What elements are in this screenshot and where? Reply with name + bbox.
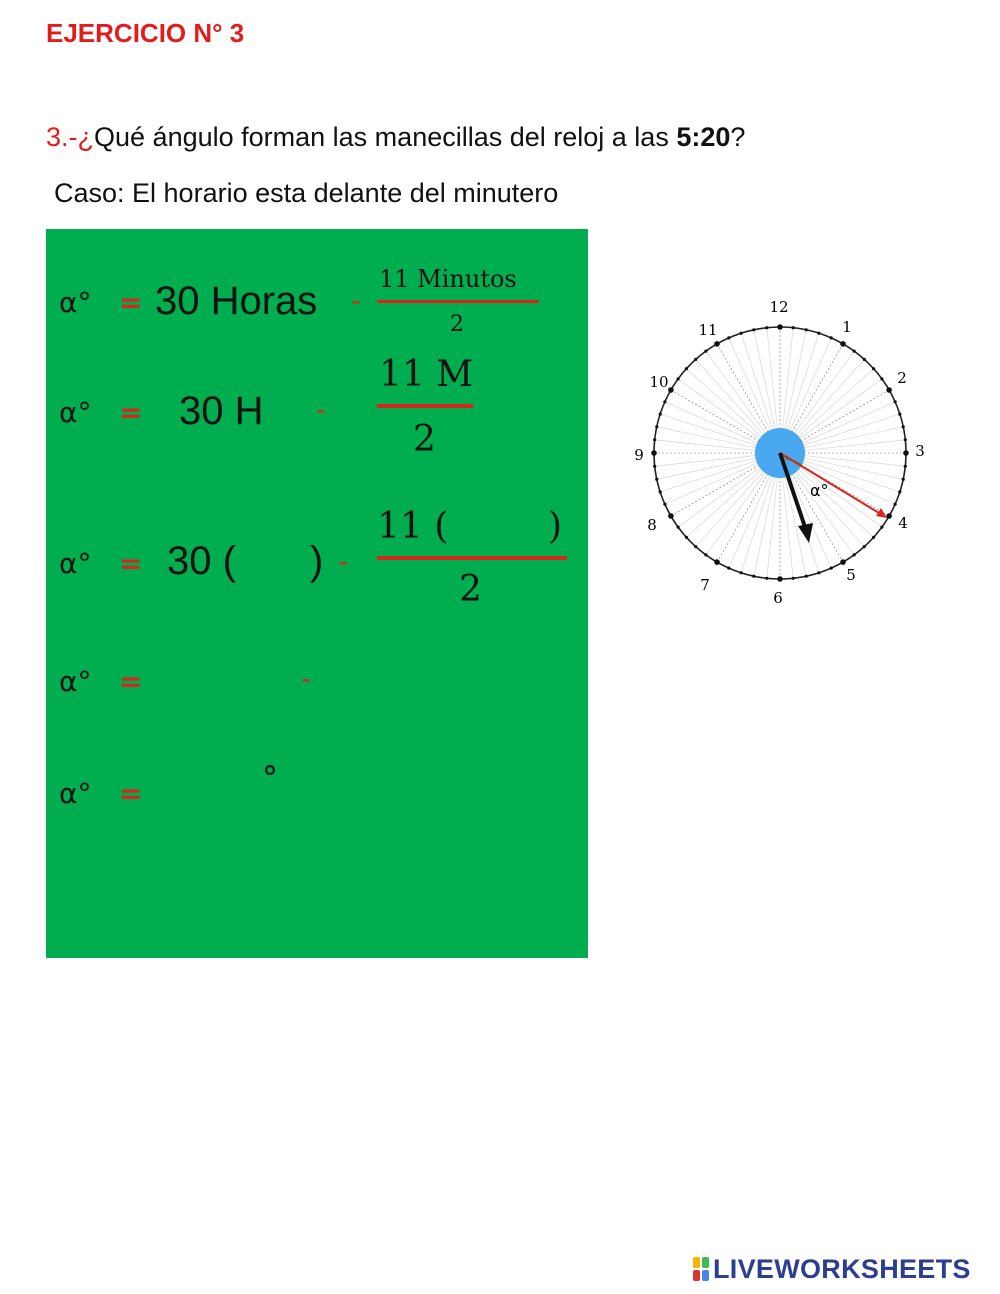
clock-minute-dot [805,575,808,578]
clock-minute-dot [904,438,907,441]
clock-minute-dot [655,425,658,428]
clock-minute-dot [668,513,674,519]
clock-minute-dot [752,575,755,578]
row1-numerator: 11 Minutos [379,265,517,293]
clock-minute-dot [840,559,846,565]
clock-number: 6 [773,589,783,607]
clock-minute-dot [752,328,755,331]
clock-minute-dot [740,571,743,574]
clock-diagram [620,290,940,610]
clock-minute-dot [903,450,909,456]
clock-minute-dot [817,571,820,574]
clock-minute-dot [872,536,875,539]
clock-minute-dot [830,567,833,570]
clock-minute-dot [792,326,795,329]
clock-minute-dot [902,478,905,481]
question-text [46,122,745,153]
clock-number: 4 [898,514,908,532]
question-time: 5:20 [676,122,731,152]
clock-minute-dot [894,503,897,506]
clock-minute-dot [765,326,768,329]
case-description: Caso: El horario esta delante del minutero [54,178,559,208]
hours-answer-field[interactable] [241,559,242,560]
equals-sign: = [119,777,143,810]
clock-minute-dot [694,358,697,361]
logo-square [693,1257,700,1268]
liveworksheets-icon [692,1256,710,1282]
clock-minute-dot [777,576,783,582]
liveworksheets-logo[interactable] [692,1254,971,1284]
alpha-symbol: α° [59,777,92,810]
clock-minute-dot [655,478,658,481]
degree-symbol: ° [262,759,278,797]
clock-minute-dot [853,350,856,353]
clock-minute-dot [765,577,768,580]
question-end: ? [730,122,746,152]
clock-minute-dot [727,336,730,339]
question-body: Qué ángulo forman las manecillas del reloj a las [94,122,677,152]
clock-minute-dot [898,490,901,493]
logo-square [702,1257,709,1268]
row1-fraction-bar [377,300,539,303]
clock-minute-dot [714,559,720,565]
clock-minute-dot [653,465,656,468]
alpha-symbol: α° [59,396,92,429]
row3-numerator-close: ) [548,506,563,547]
clock-minute-dot [653,438,656,441]
equals-sign: = [119,396,143,429]
logo-square [702,1270,709,1281]
row2-numerator: 11 M [379,354,474,395]
clock-minute-dot [902,425,905,428]
clock-minute-dot [668,387,674,393]
row2-term: 30 H [179,389,264,433]
clock-minute-dot [894,400,897,403]
exercise-title: EJERCICIO N° 3 [46,18,245,48]
clock-number: 3 [915,442,925,460]
clock-minute-dot [694,545,697,548]
clock-minute-dot [651,450,657,456]
logo-square [693,1270,700,1281]
clock-minute-dot [880,377,883,380]
equals-sign: = [119,286,143,319]
clock-minute-dot [704,350,707,353]
clock-number: 10 [649,373,669,391]
clock-minute-dot [777,324,783,330]
clock-minute-dot [805,328,808,331]
clock-minute-dot [704,553,707,556]
clock-minute-dot [872,367,875,370]
clock-number: 1 [842,318,852,336]
clock-minute-dot [863,358,866,361]
clock-minute-dot [886,513,892,519]
clock-number: 9 [634,446,644,464]
equals-sign: = [119,665,143,698]
clock-minute-dot [685,536,688,539]
equals-sign: = [119,547,143,580]
hour-hand-arrowhead [798,523,813,543]
clock-minute-dot [685,367,688,370]
clock-minute-dot [830,336,833,339]
clock-number: 7 [700,576,710,594]
minus-sign: - [316,393,327,426]
question-number: 3.-¿ [46,122,95,152]
clock-minute-dot [817,332,820,335]
logo-text: LIVEWORKSHEETS [713,1253,971,1284]
clock-minute-dot [740,332,743,335]
clock-minute-dot [677,377,680,380]
row3-denominator: 2 [459,569,482,610]
clock-minute-dot [663,400,666,403]
clock-minute-dot [677,526,680,529]
row2-fraction-bar [377,404,473,408]
row2-denominator: 2 [413,419,436,460]
alpha-symbol: α° [59,665,92,698]
row4-right-answer-field[interactable] [346,679,347,680]
minutes-answer-field[interactable] [456,524,457,525]
clock-minute-dot [853,553,856,556]
row3-fraction-bar [377,556,567,560]
minus-sign: - [351,284,362,317]
clock-minute-dot [863,545,866,548]
clock-number: 12 [769,298,789,316]
clock-number: 2 [897,369,907,387]
clock-number: 5 [846,566,856,584]
row1-denominator: 2 [450,312,464,337]
angle-label: α° [810,481,829,500]
clock-minute-dot [840,341,846,347]
clock-minute-dot [880,526,883,529]
result-answer-field[interactable] [196,789,197,790]
minus-sign: - [338,545,349,578]
alpha-symbol: α° [59,286,92,319]
row3-term-open: 30 ( [167,539,236,583]
row1-term: 30 Horas [155,279,318,323]
clock-minute-dot [898,413,901,416]
clock-number: 8 [647,516,657,534]
clock-minute-dot [659,490,662,493]
row4-left-answer-field[interactable] [196,679,197,680]
clock-minute-dot [792,577,795,580]
clock-number: 11 [698,321,718,339]
row3-numerator-open: 11 ( [377,506,449,547]
clock-minute-dot [904,465,907,468]
clock-minute-dot [663,503,666,506]
formula-panel [46,229,588,958]
clock-minute-dot [659,413,662,416]
minus-sign: - [301,662,312,695]
alpha-symbol: α° [59,547,92,580]
clock-minute-dot [886,387,892,393]
row3-term-close: ) [310,539,324,583]
clock-minute-dot [727,567,730,570]
clock-minute-dot [714,341,720,347]
